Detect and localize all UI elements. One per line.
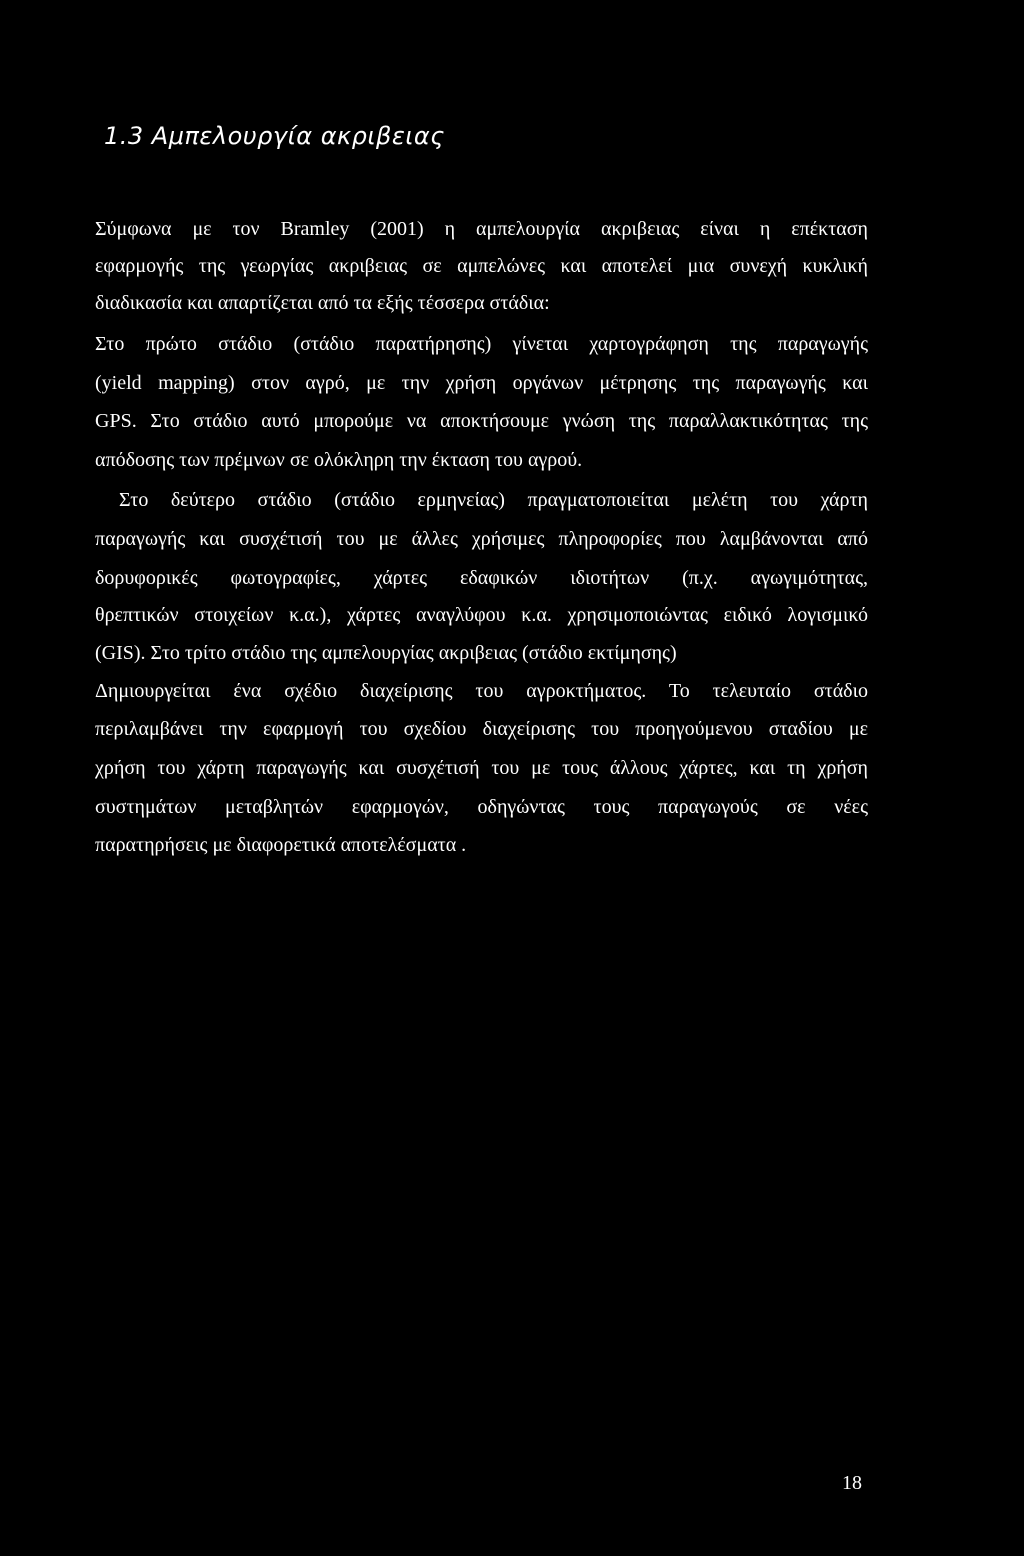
body-line: Στο δεύτερο στάδιο (στάδιο ερμηνείας) πραγματοποιείται μελέτη του χάρτη [119, 489, 868, 511]
page-number: 18 [842, 1472, 862, 1494]
body-line: διαδικασία και απαρτίζεται από τα εξής τέσσερα στάδια: [95, 292, 550, 314]
body-line: δορυφορικές φωτογραφίες, χάρτες εδαφικών ιδιοτήτων (π.χ. αγωγιμότητας, [95, 567, 868, 589]
body-line: Στο πρώτο στάδιο (στάδιο παρατήρησης) γίνεται χαρτογράφηση της παραγωγής [95, 333, 868, 355]
body-line: χρήση του χάρτη παραγωγής και συσχέτισή του με τους άλλους χάρτες, και τη χρήση [95, 757, 868, 779]
body-line: Σύμφωνα με τον Bramley (2001) η αμπελουργία ακριβειας είναι η επέκταση [95, 218, 868, 240]
body-line: (yield mapping) στον αγρό, με την χρήση οργάνων μέτρησης της παραγωγής και [95, 372, 868, 394]
body-line: Δημιουργείται ένα σχέδιο διαχείρισης του αγροκτήματος. Το τελευταίο στάδιο [95, 680, 868, 702]
body-line: εφαρμογής της γεωργίας ακριβειας σε αμπελώνες και αποτελεί μια συνεχή κυκλική [95, 255, 868, 277]
body-line: (GIS). Στο τρίτο στάδιο της αμπελουργίας ακριβειας (στάδιο εκτίμησης) [95, 642, 677, 664]
body-line: περιλαμβάνει την εφαρμογή του σχεδίου διαχείρισης του προηγούμενου σταδίου με [95, 718, 868, 740]
body-line: θρεπτικών στοιχείων κ.α.), χάρτες αναγλύφου κ.α. χρησιμοποιώντας ειδικό λογισμικό [95, 604, 868, 626]
body-line: συστημάτων μεταβλητών εφαρμογών, οδηγώντας τους παραγωγούς σε νέες [95, 796, 868, 818]
body-line: παρατηρήσεις με διαφορετικά αποτελέσματα . [95, 834, 467, 856]
body-line: απόδοσης των πρέμνων σε ολόκληρη την έκταση του αγρού. [95, 449, 583, 471]
section-heading: 1.3 Αμπελουργία ακριβειας [104, 122, 445, 150]
body-line: GPS. Στο στάδιο αυτό μπορούμε να αποκτήσουμε γνώση της παραλλακτικότητας της [95, 410, 868, 432]
body-line: παραγωγής και συσχέτισή του με άλλες χρήσιμες πληροφορίες που λαμβάνονται από [95, 528, 868, 550]
